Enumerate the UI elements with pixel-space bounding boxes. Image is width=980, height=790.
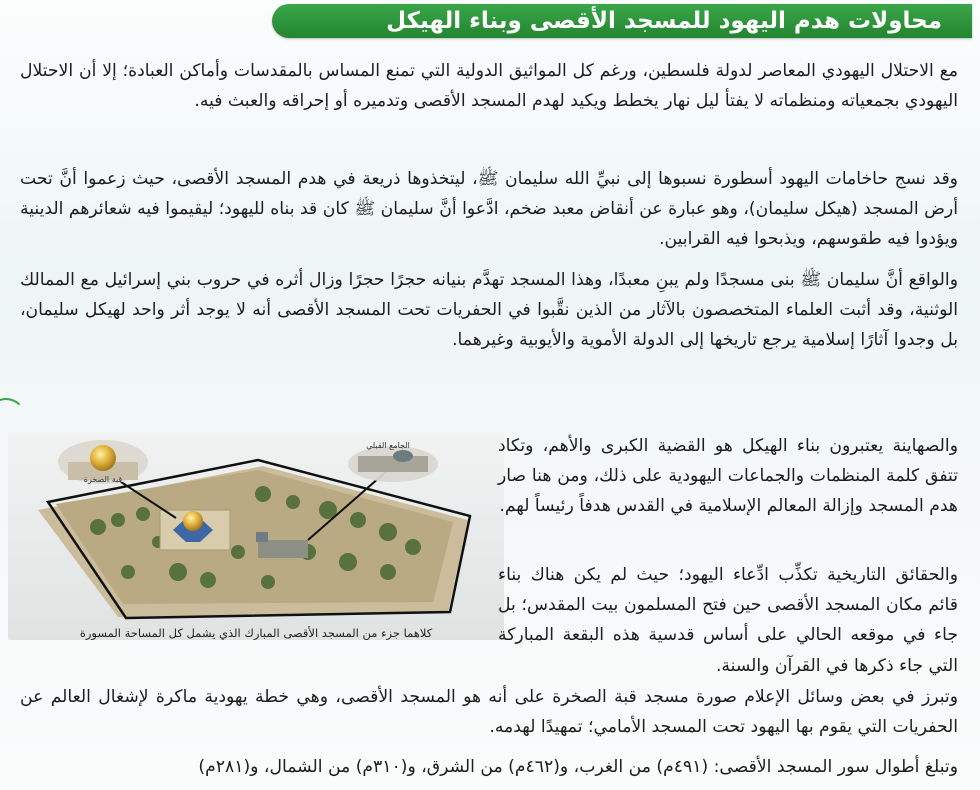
label-qibli-mosque: الجامع القبلي xyxy=(366,441,410,450)
photo-caption: كلاهما جزء من المسجد الأقصى المبارك الذي يشمل كل المساحة المسورة xyxy=(79,626,433,640)
paragraph-myth: وقد نسج حاخامات اليهود أسطورة نسبوها إلى نبيِّ الله سليمان ﷺ، ليتخذوها ذريعة في هدم المسجد الأقصى، حيث زعموا أنَّ تحت أرض المسجد (هيكل سليمان)، وهو عبارة عن أنقاض معبد ضخم، ادَّعوا أنَّ سليمان ﷺ كان قد بناه لليهود؛ ليقيموا فيه شعائرهم الدينية ويؤدوا فيه طقوسهم، ويذبحوا فيه القرابين. xyxy=(20,169,958,250)
paragraph-historical-facts: والحقائق التاريخية تكذِّب ادِّعاء اليهود؛ حيث لم يكن هناك بناء قائم مكان المسجد الأقصى حين فتح المسلمون بيت المقدس؛ بل جاء في موقعه الحالي على أساس قدسية هذه البقعة المباركة التي جاء ذكرها في القرآن والسنة. xyxy=(498,565,958,676)
section-title: محاولات هدم اليهود للمسجد الأقصى وبناء الهيكل xyxy=(272,4,972,38)
paragraph-media: وتبرز في بعض وسائل الإعلام صورة مسجد قبة الصخرة على أنه هو المسجد الأقصى، وهي خطة يهودية ماكرة لإشغال العالم عن الحفريات التي يقوم بها اليهود تحت المسجد الأمامي؛ تمهيدًا لهدمه. xyxy=(20,687,958,738)
paragraph-zionists: والصهاينة يعتبرون بناء الهيكل هو القضية الكبرى والأهم، وتكاد تتفق كلمة المنظمات والجماعات اليهودية على ذلك، ومن هنا صار هدم المسجد وإزالة المعالم الإسلامية في القدس هدفاً رئيساً لهم. xyxy=(498,436,958,517)
paragraph-occupation: مع الاحتلال اليهودي المعاصر لدولة فلسطين، ورغم كل المواثيق الدولية التي تمنع المساس بالمقدسات وأماكن العبادة؛ إلا أن الاحتلال اليهودي بجمعياته ومنظماته لا يفتأ ليل نهار يخطط ويكيد لهدم المسجد الأقصى وتدميره أو إحراقه والعبث فيه. xyxy=(20,61,958,112)
paragraph-wall-lengths: وتبلغ أطوال سور المسجد الأقصى: (٤٩١م) من الغرب، و(٤٦٢م) من الشرق، و(٣١٠م) من الشمال، و(٢٨١م) xyxy=(198,757,958,777)
label-dome-rock: قبة الصخرة xyxy=(83,475,123,484)
aerial-illustration xyxy=(8,432,504,640)
aqsa-aerial-photo xyxy=(8,432,504,640)
paragraph-reality: والواقع أنَّ سليمان ﷺ بنى مسجدًا ولم يبنِ معبدًا، وهذا المسجد تهدَّم بنيانه حجرًا حجرًا وزال أثره في حروب بني إسرائيل مع الممالك الوثنية، وقد أثبت العلماء المتخصصون بالآثار من الذين نقَّبوا في الحفريات تحت المسجد الأقصى أنه لا يوجد أثر واحد لهيكل سليمان، بل وجدوا آثارًا إسلامية يرجع تاريخها إلى الدولة الأموية والأيوبية وغيرهما. xyxy=(20,270,958,351)
